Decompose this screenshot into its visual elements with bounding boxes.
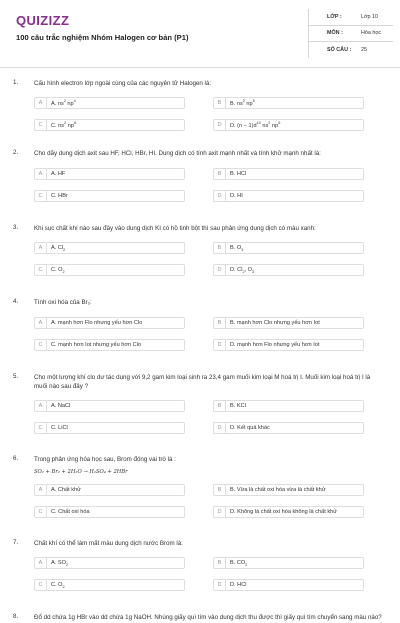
question-5 [0, 373, 400, 435]
answer-options [34, 557, 364, 591]
question-2 [0, 149, 400, 201]
option-text: A. HF [51, 170, 66, 177]
option-letter: D [214, 190, 226, 202]
option-letter: C [35, 264, 47, 276]
meta-table [308, 9, 393, 58]
question-number: 1. [13, 79, 19, 86]
option-letter: B [214, 97, 226, 109]
option-text: A. mạnh hơn Flo nhưng yếu hơn Clo [51, 319, 143, 326]
answer-option-a[interactable] [34, 484, 185, 496]
option-letter: B [214, 484, 226, 496]
answer-option-a[interactable] [34, 317, 185, 329]
answer-option-b[interactable] [213, 168, 364, 180]
option-text: C. Chất oxi hóa [51, 508, 90, 515]
option-letter: D [214, 506, 226, 518]
option-text: B. KCl [230, 403, 246, 410]
question-text: Đổ dd chứa 1g HBr vào dd chứa 1g NaOH. Nhúng giấy quì tím vào dung dịch thu được thì giấy quì tím chuyển sang màu nào? [34, 614, 382, 622]
option-text: B. $CO_2$ [230, 559, 248, 567]
meta-value: Lớp 10 [361, 13, 379, 20]
option-text: C. $ns^2$ $np^6$ [51, 121, 77, 130]
question-number: 4. [13, 298, 19, 306]
option-letter: D [214, 579, 226, 591]
answer-option-d[interactable] [213, 119, 364, 131]
option-letter: D [214, 339, 226, 351]
option-letter: A [35, 400, 47, 412]
option-letter: A [35, 168, 47, 180]
question-4 [0, 298, 400, 350]
option-text: A. NaCl [51, 403, 71, 410]
meta-key: SỐ CÂU : [327, 46, 352, 53]
answer-options [34, 317, 364, 351]
option-letter: C [35, 579, 47, 591]
option-letter: A [35, 557, 47, 569]
answer-options [34, 400, 364, 434]
option-text: D. Kết quả khác [230, 425, 270, 432]
header-divider [0, 67, 400, 68]
meta-key: MÔN : [327, 30, 343, 37]
option-letter: A [35, 97, 47, 109]
page-header [0, 0, 400, 64]
question-3 [0, 224, 400, 276]
option-text: D. $Cl_2$, $O_3$ [230, 266, 255, 274]
question-number: 7. [13, 538, 19, 546]
option-text: B. HCl [230, 170, 247, 177]
option-letter: A [35, 484, 47, 496]
answer-options [34, 168, 364, 202]
answer-option-b[interactable] [213, 400, 364, 412]
option-letter: C [35, 119, 47, 131]
option-text: C. $O_2$ [51, 266, 65, 274]
meta-key: LỚP : [327, 13, 342, 20]
answer-option-c[interactable] [34, 422, 185, 434]
answer-option-c[interactable] [34, 190, 185, 202]
answer-option-c[interactable] [34, 119, 185, 131]
question-text: Cho dãy dung dịch axit sau HF, HCl, HBr, HI. Dung dịch có tính axit mạnh nhất và tính khử mạnh nhất là: [34, 150, 321, 158]
option-text: B. mạnh hơn Clo nhưng yếu hơn Iot [230, 319, 320, 326]
option-text: B. $ns^2$ $np^5$ [230, 99, 255, 108]
answer-option-a[interactable] [34, 168, 185, 180]
answer-option-b[interactable] [213, 317, 364, 329]
answer-option-b[interactable] [213, 484, 364, 496]
answer-option-c[interactable] [34, 339, 185, 351]
option-text: D. HI [230, 192, 243, 199]
question-text: Khi sục chất khí nào sau đây vào dung dịch KI có hồ tinh bột thì sau phản ứng dung dịch có màu xanh: [34, 224, 316, 232]
option-letter: D [214, 264, 226, 276]
option-letter: A [35, 317, 47, 329]
option-letter: C [35, 422, 47, 434]
answer-option-a[interactable] [34, 97, 185, 109]
answer-option-b[interactable] [213, 97, 364, 109]
option-text: D. mạnh hơn Flo nhưng yếu hơn Iot [230, 341, 320, 348]
quizizz-logo: QUIZIZZ [16, 13, 70, 28]
answer-options [34, 484, 364, 518]
option-text: D. $(n - 1)d^{10}$ $ns^2$ $np^5$ [230, 121, 281, 130]
question-number: 5. [13, 372, 19, 380]
option-text: C. mạnh hơn Iot nhưng yếu hơn Clo [51, 341, 142, 348]
answer-option-d[interactable] [213, 339, 364, 351]
meta-value: Hóa học [361, 30, 382, 37]
option-text: B. $O_3$ [230, 244, 244, 252]
question-number: 3. [13, 223, 19, 231]
answer-option-b[interactable] [213, 242, 364, 254]
option-letter: B [214, 317, 226, 329]
document-title: 100 câu trắc nghiệm Nhóm Halogen cơ bản (P1) [16, 33, 189, 42]
option-text: C. LiCl [51, 425, 68, 432]
option-text: C. $O_2$ [51, 581, 65, 589]
question-8 [0, 613, 400, 622]
answer-option-a[interactable] [34, 242, 185, 254]
option-letter: A [35, 242, 47, 254]
meta-value: 25 [361, 46, 367, 53]
answer-option-c[interactable] [34, 264, 185, 276]
answer-option-d[interactable] [213, 579, 364, 591]
answer-option-a[interactable] [34, 557, 185, 569]
option-letter: B [214, 557, 226, 569]
question-number: 6. [13, 455, 19, 463]
option-text: A. $SO_2$ [51, 559, 69, 567]
option-letter: C [35, 339, 47, 351]
question-number: 8. [13, 613, 19, 621]
question-list [0, 79, 400, 623]
option-text: A. $Cl_2$ [51, 244, 66, 252]
question-text: Chất khí có thể làm mất màu dung dịch nước Brom là: [34, 539, 183, 547]
option-letter: C [35, 190, 47, 202]
option-letter: B [214, 168, 226, 180]
option-letter: D [214, 119, 226, 131]
question-formula: SO₂ + Br₂ + 2H₂O → H₂SO₄ + 2HBr [34, 468, 128, 475]
answer-option-d[interactable] [213, 264, 364, 276]
answer-option-c[interactable] [34, 506, 185, 518]
option-letter: B [214, 400, 226, 412]
option-text: D. Không là chất oxi hóa không là chất khử [230, 508, 337, 515]
question-text: Trong phản ứng hóa học sau, Brom đóng vai trò là : [34, 456, 176, 464]
option-text: C. HBr [51, 192, 68, 199]
option-text: A. $ns^2$ $np^4$ [51, 99, 76, 108]
question-1 [0, 79, 400, 131]
meta-row-class [309, 9, 393, 26]
option-letter: B [214, 242, 226, 254]
answer-options [34, 97, 364, 131]
option-text: B. Vừa là chất oxi hóa vừa là chất khử [230, 486, 326, 493]
answer-option-d[interactable] [213, 190, 364, 202]
question-7 [0, 539, 400, 591]
question-number: 2. [13, 149, 19, 157]
answer-option-c[interactable] [34, 579, 185, 591]
answer-option-d[interactable] [213, 422, 364, 434]
question-6 [0, 455, 400, 517]
option-letter: D [214, 422, 226, 434]
answer-options [34, 242, 364, 276]
meta-row-count [309, 42, 393, 58]
answer-option-d[interactable] [213, 506, 364, 518]
option-letter: C [35, 506, 47, 518]
answer-option-a[interactable] [34, 400, 185, 412]
question-text: Cho một lượng khí clo dư tác dụng với 9,2 gam kim loại sinh ra 23,4 gam muối kim loại M hoá trị I. Muối kim loại hoá trị I là muối nào sau đây ? [34, 373, 371, 391]
meta-row-subject [309, 26, 393, 43]
question-text: Cấu hình electron lớp ngoài cùng của các nguyên tử Halogen là: [34, 80, 212, 87]
option-text: D. HCl [230, 582, 247, 589]
question-text: Tính oxi hóa của Br₂: [34, 299, 92, 307]
option-text: A. Chất khử [51, 486, 81, 493]
answer-option-b[interactable] [213, 557, 364, 569]
